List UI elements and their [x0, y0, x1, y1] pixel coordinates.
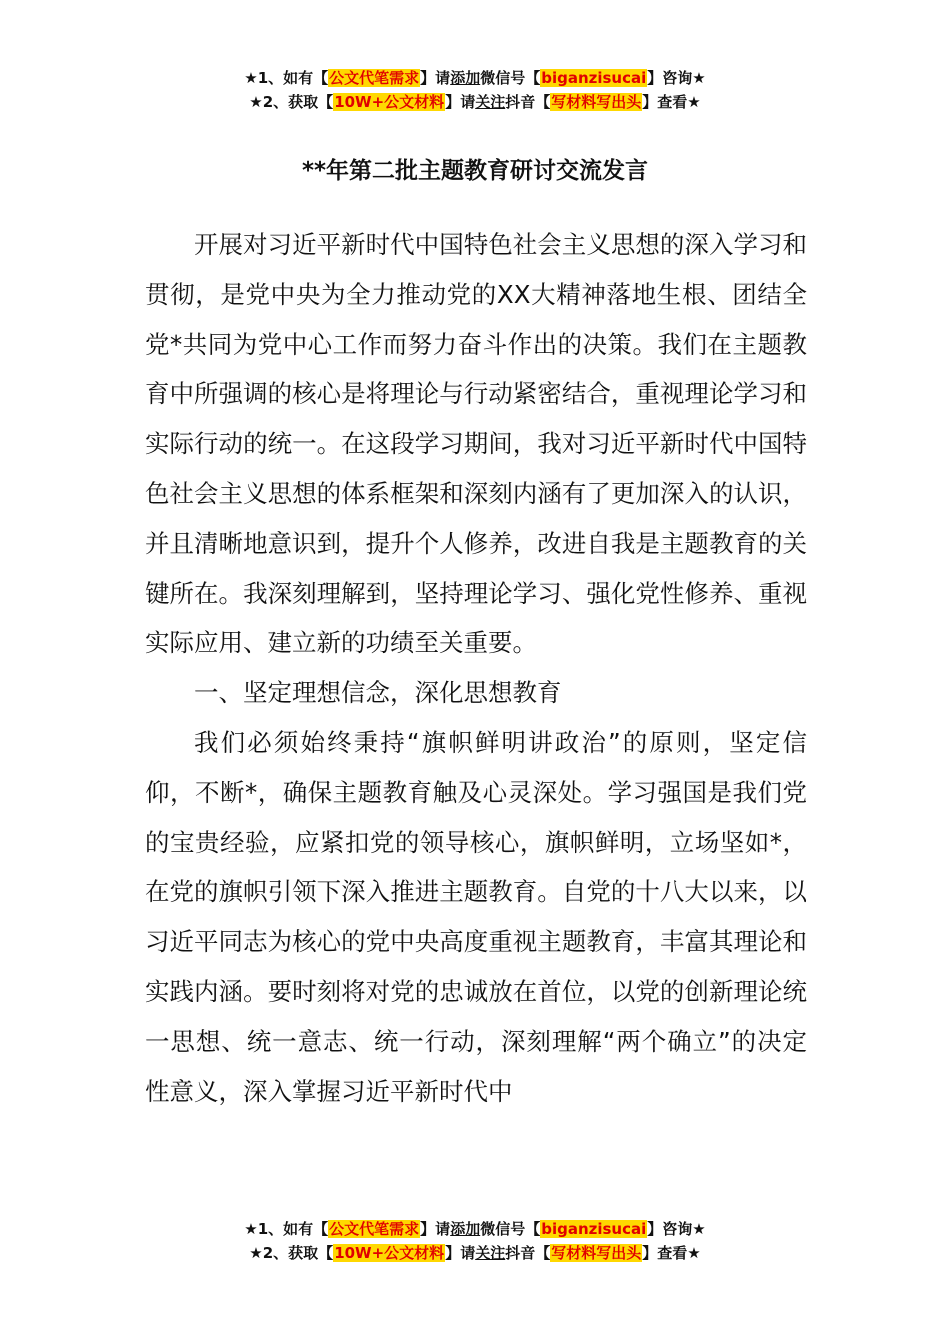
promo-highlight: 写材料写出头 [551, 1244, 642, 1262]
promo-text: ★1、如有【 [244, 1220, 329, 1238]
promo-line-1 [0, 66, 950, 90]
promo-text: 】咨询★ [647, 1220, 706, 1238]
promo-underlined: 添加 [450, 1220, 481, 1238]
document-title: **年第二批主题教育研讨交流发言 [301, 158, 649, 184]
promo-highlight: biganzisucai [541, 1220, 647, 1238]
promo-text: 抖音【 [505, 93, 551, 111]
promo-highlight: 公文代笔需求 [329, 69, 420, 87]
promo-banner-top [0, 66, 950, 114]
promo-underlined: 关注 [475, 1244, 506, 1262]
promo-highlight: 10W+公文材料 [334, 1244, 445, 1262]
section-heading: 一、坚定理想信念，深化思想教育 [194, 678, 562, 708]
promo-line-2 [0, 1241, 950, 1265]
promo-text: 】请 [420, 69, 451, 87]
document-body [145, 220, 807, 1116]
promo-banner-bottom [0, 1217, 950, 1265]
promo-text: ★2、获取【 [249, 1244, 334, 1262]
promo-text: 】咨询★ [647, 69, 706, 87]
paragraph: 我们必须始终秉持“旗帜鲜明讲政治”的原则，坚定信仰，不断*，确保主题教育触及心灵深处。学习强国是我们党的宝贵经验，应紧扣党的领导核心，旗帜鲜明，立场坚如*，在党的旗帜引领下深入推进主题教育。自党的十八大以来，以习近平同志为核心的党中央高度重视主题教育，丰富其理论和实践内涵。要时刻将对党的忠诚放在首位，以党的创新理论统一思想、统一意志、统一行动，深刻理解“两个确立”的决定性意义，深入掌握习近平新时代中 [145, 727, 807, 1106]
promo-highlight: 10W+公文材料 [334, 93, 445, 111]
promo-text: 微信号【 [480, 1220, 541, 1238]
promo-underlined: 添加 [450, 69, 481, 87]
promo-highlight: 写材料写出头 [551, 93, 642, 111]
promo-highlight: biganzisucai [541, 69, 647, 87]
paragraph: 开展对习近平新时代中国特色社会主义思想的深入学习和贯彻，是党中央为全力推动党的XX大精神落地生根、团结全党*共同为党中心工作而努力奋斗作出的决策。我们在主题教育中所强调的核心是将理论与行动紧密结合，重视理论学习和实际行动的统一。在这段学习期间，我对习近平新时代中国特色社会主义思想的体系框架和深刻内涵有了更加深入的认识，并且清晰地意识到，提升个人修养，改进自我是主题教育的关键所在。我深刻理解到，坚持理论学习、强化党性修养、重视实际应用、建立新的功绩至关重要。 [145, 230, 807, 658]
promo-text: ★1、如有【 [244, 69, 329, 87]
promo-text: 】查看★ [642, 93, 701, 111]
promo-text: 】请 [445, 93, 476, 111]
promo-text: 】请 [445, 1244, 476, 1262]
promo-text: 】请 [420, 1220, 451, 1238]
promo-text: ★2、获取【 [249, 93, 334, 111]
promo-text: 】查看★ [642, 1244, 701, 1262]
promo-text: 微信号【 [480, 69, 541, 87]
promo-line-1 [0, 1217, 950, 1241]
promo-highlight: 公文代笔需求 [329, 1220, 420, 1238]
promo-underlined: 关注 [475, 93, 506, 111]
promo-text: 抖音【 [505, 1244, 551, 1262]
promo-line-2 [0, 90, 950, 114]
